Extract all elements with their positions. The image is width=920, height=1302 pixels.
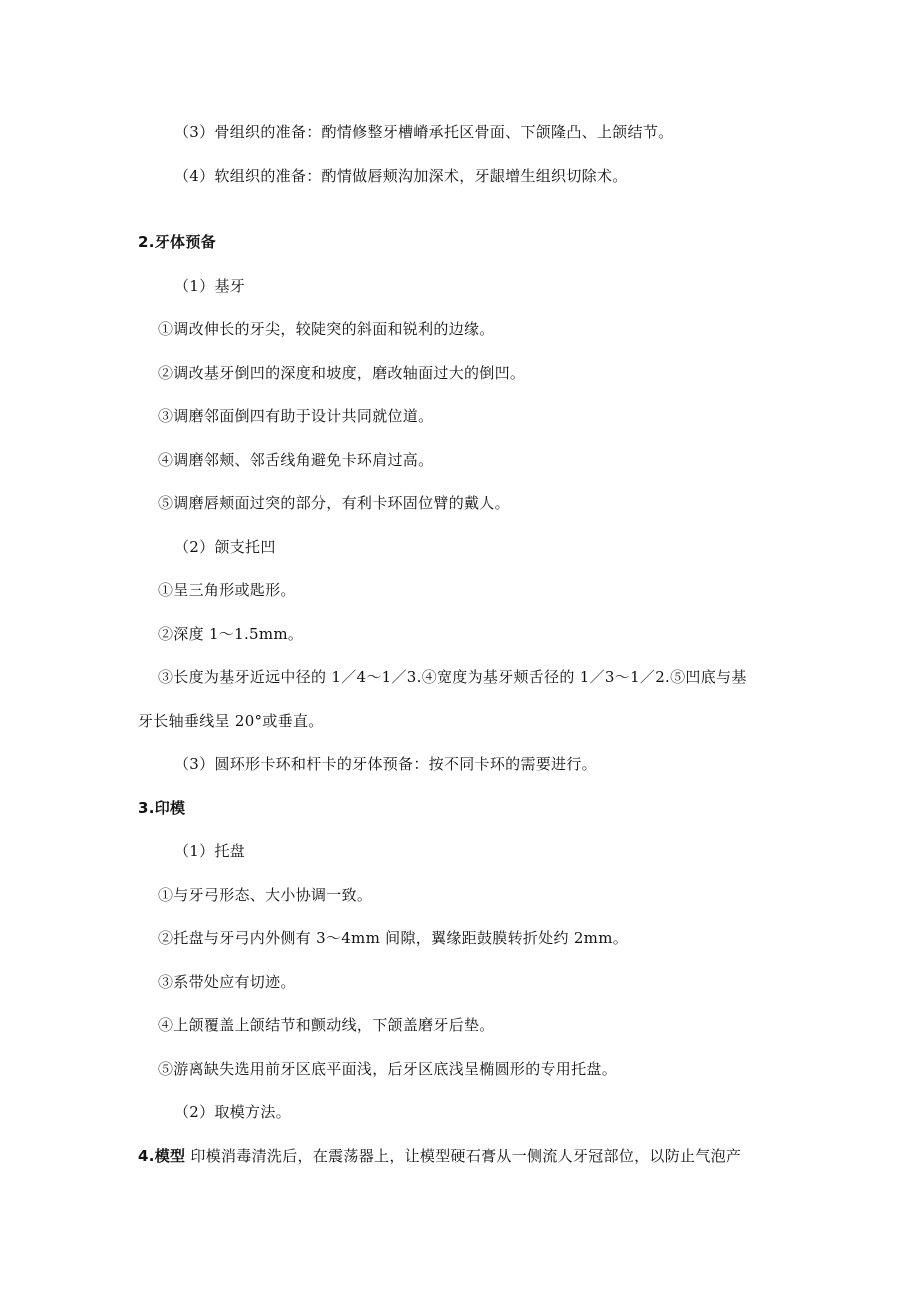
- subheading-tray: （1）托盘: [174, 842, 246, 860]
- section-heading-impression: 3.印模: [138, 799, 186, 817]
- list-item: ②托盘与牙弓内外侧有 3～4mm 间隙，翼缘距鼓膜转折处约 2mm。: [158, 929, 629, 947]
- list-item: ③系带处应有切迹。: [158, 973, 296, 991]
- paragraph-model: [138, 1146, 741, 1166]
- list-item: ①调改伸长的牙尖，较陡突的斜面和锐利的边缘。: [158, 320, 495, 338]
- list-item: ③长度为基牙近远中径的 1／4～1／3.④宽度为基牙颊舌径的 1／3～1／2.⑤凹底与基: [158, 668, 747, 686]
- section-heading-tooth-prep: 2.牙体预备: [138, 233, 216, 251]
- list-item: ③调磨邻面倒四有助于设计共同就位道。: [158, 407, 434, 425]
- paragraph-soft-tissue-prep: （4）软组织的准备：酌情做唇颊沟加深术，牙龈增生组织切除术。: [174, 167, 628, 185]
- list-item: ②深度 1～1.5mm。: [158, 625, 304, 643]
- list-item-continuation: 牙长轴垂线呈 20°或垂直。: [138, 712, 324, 730]
- subheading-rest-seat: （2）颌支托凹: [174, 538, 276, 556]
- list-item: ④上颌覆盖上颌结节和颤动线，下颌盖磨牙后垫。: [158, 1016, 495, 1034]
- paragraph-bone-prep: （3）骨组织的准备：酌情修整牙槽嵴承托区骨面、下颌隆凸、上颌结节。: [174, 123, 674, 141]
- list-item: ④调磨邻颊、邻舌线角避免卡环肩过高。: [158, 451, 434, 469]
- subheading-abutment: （1）基牙: [174, 277, 246, 295]
- paragraph-model-text: 印模消毒清洗后，在震荡器上，让模型硬石膏从一侧流人牙冠部位，以防止气泡产: [185, 1147, 742, 1165]
- list-item: ②调改基牙倒凹的深度和坡度，磨改轴面过大的倒凹。: [158, 364, 526, 382]
- section-heading-model: 4.模型: [138, 1147, 186, 1165]
- subheading-impression-method: （2）取模方法。: [174, 1103, 291, 1121]
- list-item: ⑤游离缺失选用前牙区底平面浅，后牙区底浅呈椭圆形的专用托盘。: [158, 1060, 618, 1078]
- list-item: ①呈三角形或匙形。: [158, 581, 296, 599]
- subheading-clasp-prep: （3）圆环形卡环和杆卡的牙体预备：按不同卡环的需要进行。: [174, 755, 597, 773]
- list-item: ①与牙弓形态、大小协调一致。: [158, 886, 373, 904]
- list-item: ⑤调磨唇颊面过突的部分，有利卡环固位臂的戴人。: [158, 494, 510, 512]
